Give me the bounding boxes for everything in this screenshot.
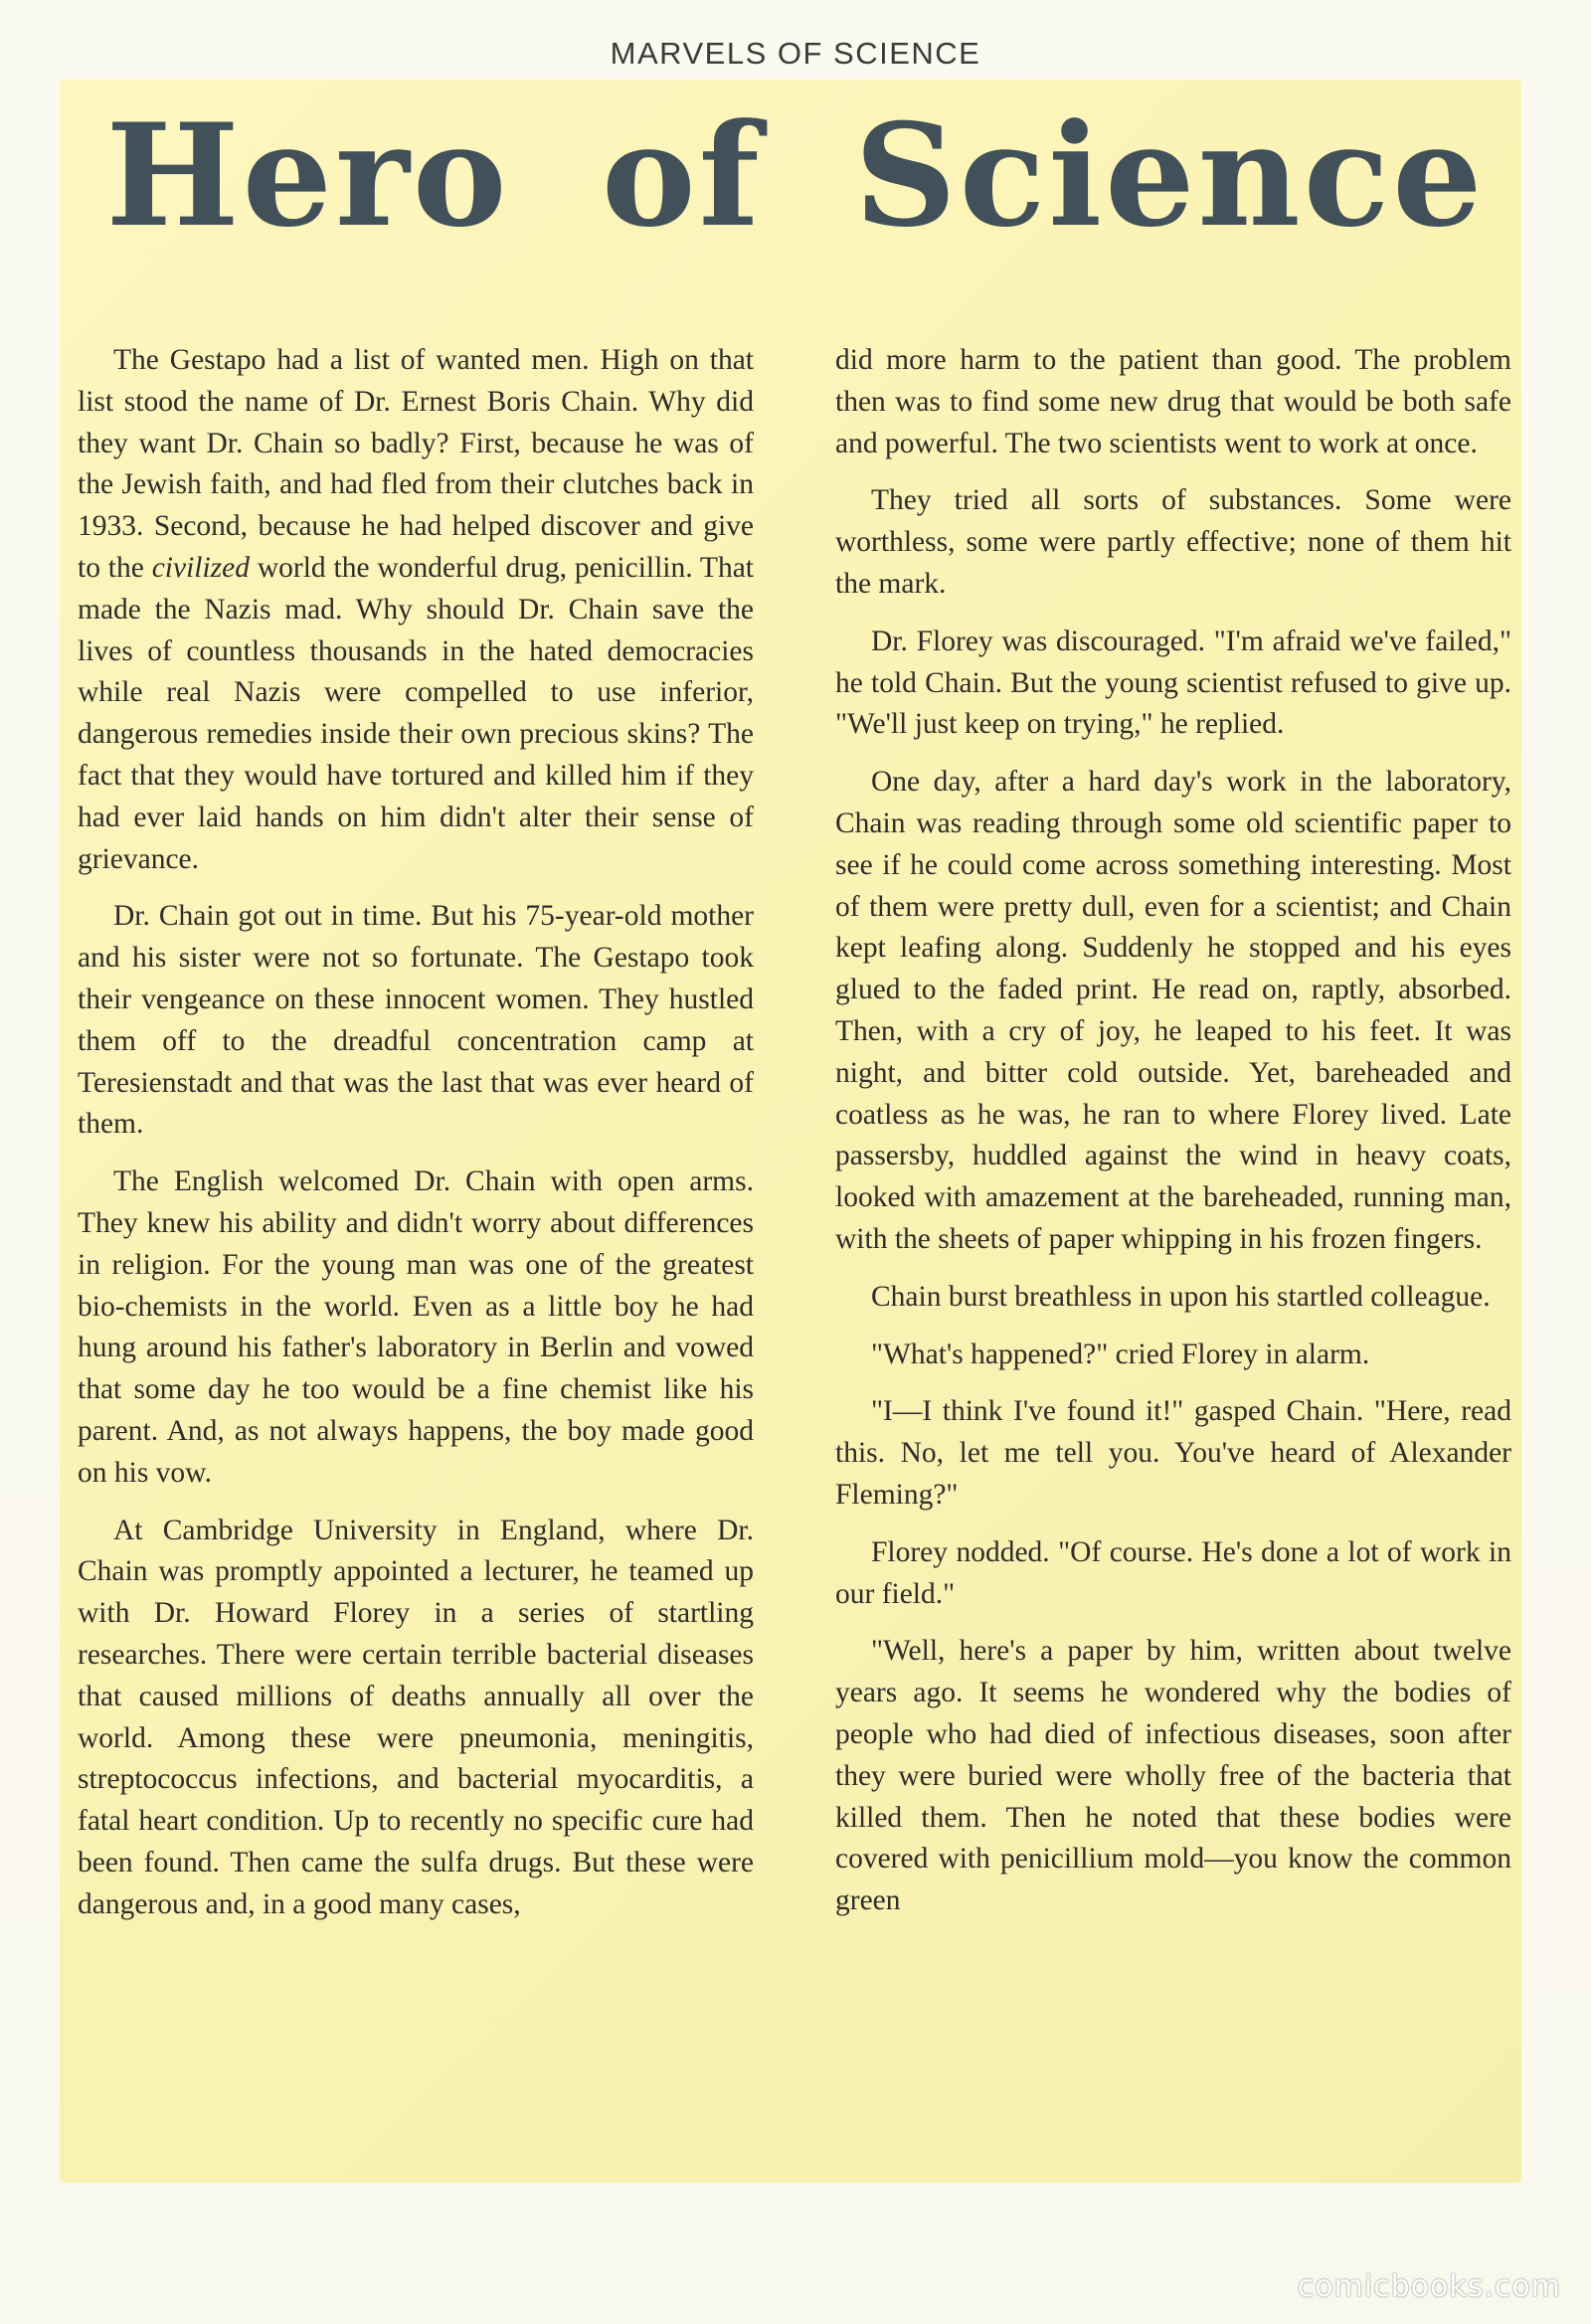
paragraph: One day, after a hard day's work in the laboratory, Chain was reading through some old scientific paper to see if he could come across something interesting. Most of them were pretty dull, even for a scientist; and Chain kept leafing along. Suddenly he stopped and his eyes glued to the faded print. He read on, raptly, absorbed. Then, with a cry of joy, he leaped to his feet. It was night, and bitter cold outside. Yet, bareheaded and coatless as he was, he ran to where Florey lived. Late passersby, huddled against the wind in heavy coats, looked with amazement at the bareheaded, running man, with the sheets of paper whipping in his frozen fingers. <box>835 766 1511 1255</box>
watermark: comicbooks.com <box>1297 2269 1561 2304</box>
paragraph: "What's happened?" cried Florey in alarm. <box>871 1338 1370 1370</box>
paragraph: "I—I think I've found it!" gasped Chain. "Here, read this. No, let me tell you. You've heard of Alexander Fleming?" <box>835 1395 1511 1511</box>
right-column <box>835 340 1511 1938</box>
paragraph-text: world the wonderful drug, penicillin. That made the Nazis mad. Why should Dr. Chain save the lives of countless thousands in the hated democracies while real Nazis were compelled to use inferior, dangerous remedies inside their own precious skins? The fact that they would have tortured and killed him if they had ever laid hands on him didn't alter their sense of grievance. <box>78 551 754 875</box>
left-column <box>78 340 754 1941</box>
paragraph: Chain burst breathless in upon his startled colleague. <box>871 1280 1491 1313</box>
paragraph: They tried all sorts of substances. Some were worthless, some were partly effective; none of them hit the mark. <box>835 484 1511 600</box>
paragraph: "Well, here's a paper by him, written about twelve years ago. It seems he wondered why the bodies of people who had died of infectious diseases, soon after they were buried were wholly free of the bacteria that killed them. Then he noted that these bodies were covered with penicillium mold—you know the common green <box>835 1635 1511 1917</box>
magazine-header: MARVELS OF SCIENCE <box>610 36 981 71</box>
article-title: Hero of Science <box>105 93 1486 259</box>
paragraph-text: The Gestapo had a list of wanted men. High on that list stood the name of Dr. Ernest Boris Chain. Why did they want Dr. Chain so badly? First, because he was of the Jewish faith, and had fled from their clutches back in 1933. Second, because he had helped discover and give to the <box>78 344 754 584</box>
paragraph: Florey nodded. "Of course. He's done a lot of work in our field." <box>835 1535 1511 1610</box>
paragraph: Dr. Florey was discouraged. "I'm afraid we've failed," he told Chain. But the young scientist refused to give up. "We'll just keep on trying," he replied. <box>835 625 1511 741</box>
paragraph: The English welcomed Dr. Chain with open arms. They knew his ability and didn't worry about differences in religion. For the young man was one of the greatest bio-chemists in the world. Even as a little boy he had hung around his father's laboratory in Berlin and vowed that some day he too would be a fine chemist like his parent. And, as not always happens, the boy made good on his vow. <box>78 1165 754 1489</box>
paragraph <box>78 340 754 880</box>
emphasis-text: civilized <box>151 551 250 584</box>
paragraph: did more harm to the patient than good. The problem then was to find some new drug that would be both safe and powerful. The two scientists went to work at once. <box>835 344 1511 459</box>
paragraph: Dr. Chain got out in time. But his 75-year-old mother and his sister were not so fortunate. The Gestapo took their vengeance on these innocent women. They hustled them off to the dreadful concentration camp at Teresienstadt and that was the last that was ever heard of them. <box>78 900 754 1141</box>
paragraph: At Cambridge University in England, where Dr. Chain was promptly appointed a lecturer, he teamed up with Dr. Howard Florey in a series of startling researches. There were certain terrible bacterial diseases that caused millions of deaths annually all over the world. Among these were pneumonia, meningitis, streptococcus infections, and bacterial myocarditis, a fatal heart condition. Up to recently no specific cure had been found. Then came the sulfa drugs. But these were dangerous and, in a good many cases, <box>78 1514 754 1920</box>
